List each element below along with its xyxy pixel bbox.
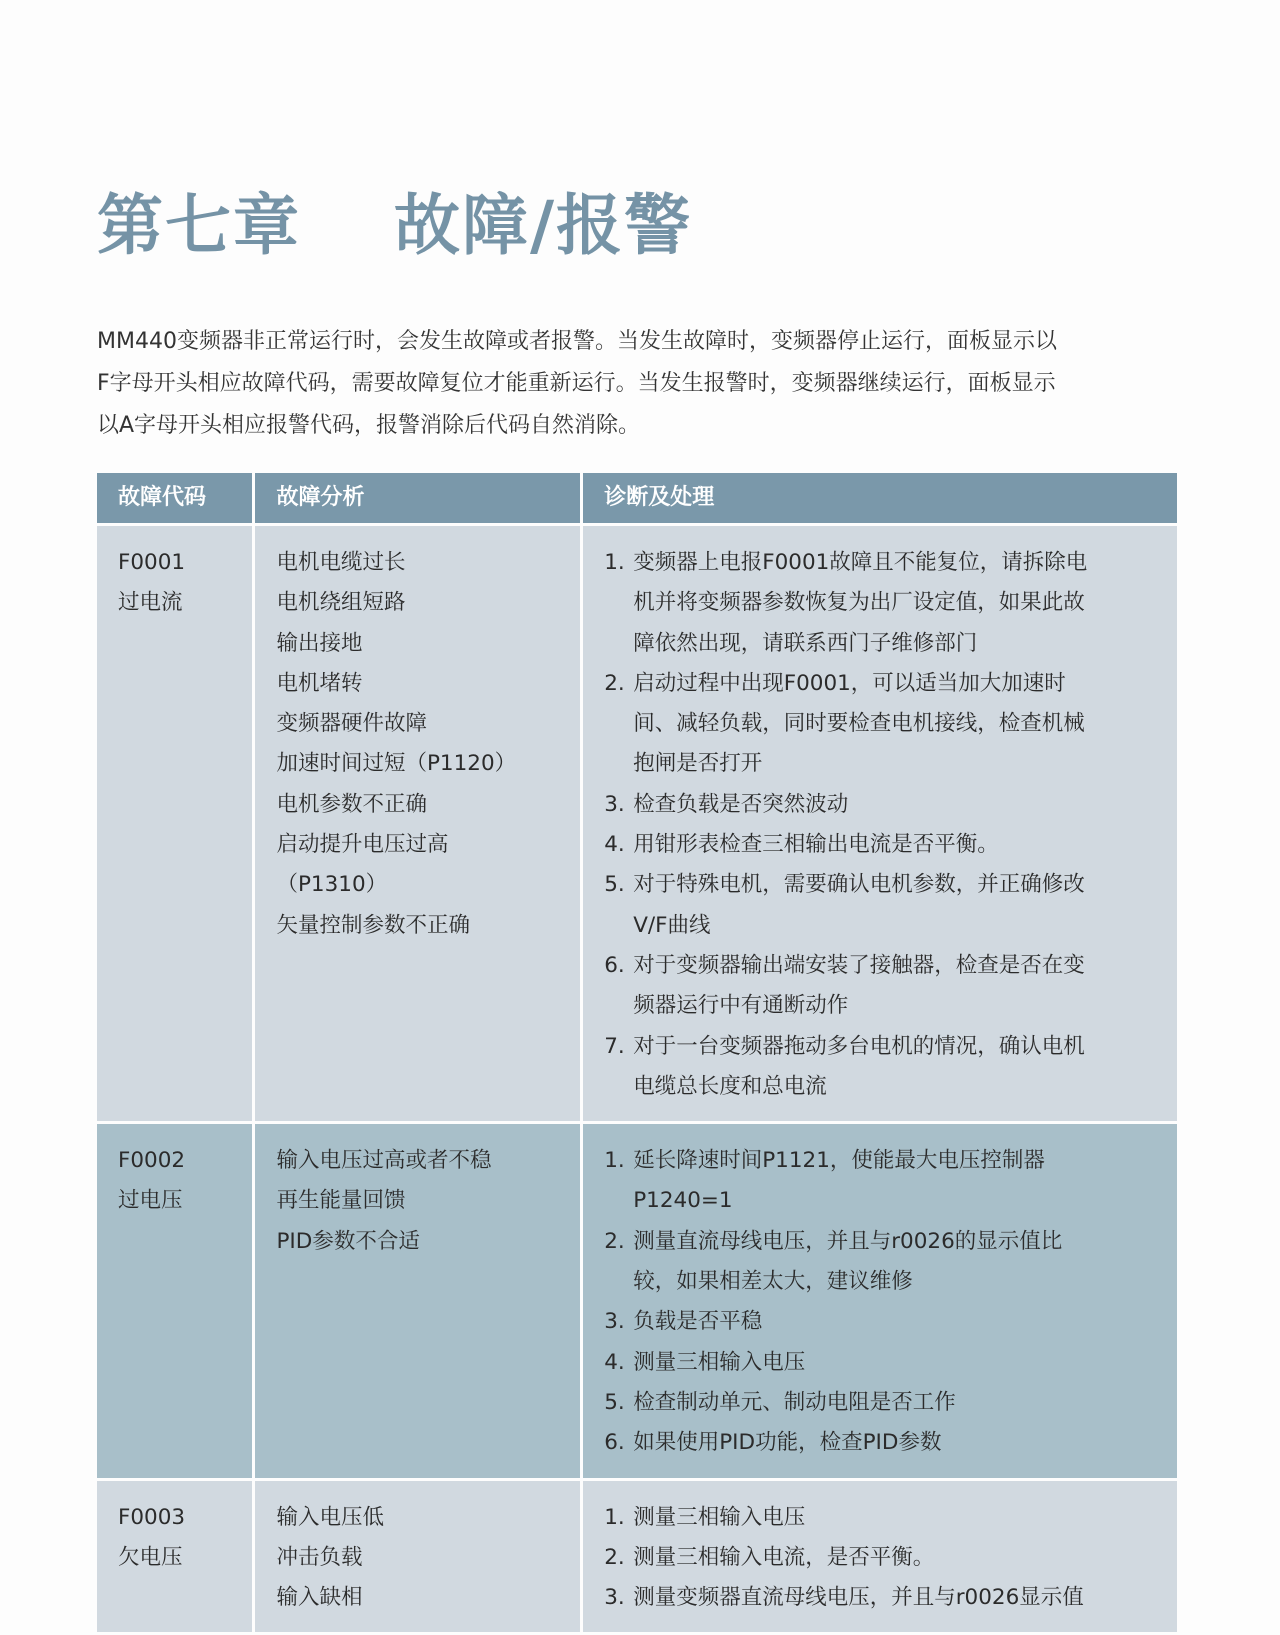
diagnosis-cell bbox=[583, 526, 1177, 1124]
diagnosis-item bbox=[604, 1423, 1157, 1463]
diagnosis-line: 测量直流母线电压，并且与r0026的显示值比 bbox=[633, 1228, 1063, 1254]
analysis-item: PID参数不合适 bbox=[276, 1228, 420, 1254]
diagnosis-line: 启动过程中出现F0001，可以适当加大加速时 bbox=[633, 670, 1066, 696]
diagnosis-line: 测量变频器直流母线电压，并且与r0026显示值 bbox=[633, 1585, 1084, 1611]
table-row bbox=[97, 526, 1177, 1124]
fault-code-cell bbox=[97, 526, 255, 1124]
diagnosis-item bbox=[604, 1302, 1157, 1342]
table-row bbox=[97, 1481, 1177, 1635]
diagnosis-line: 抱闸是否打开 bbox=[633, 751, 763, 777]
diagnosis-line: 障依然出现，请联系西门子维修部门 bbox=[633, 630, 978, 656]
analysis-item: 电机绕组短路 bbox=[276, 590, 406, 616]
diagnosis-number: 5. bbox=[604, 872, 625, 898]
diagnosis-item bbox=[604, 1578, 1157, 1618]
diagnosis-number: 1. bbox=[604, 550, 625, 575]
analysis-item: 电机电缆过长 bbox=[276, 550, 406, 575]
diagnosis-item bbox=[604, 543, 1157, 664]
diagnosis-item bbox=[604, 1027, 1157, 1108]
diagnosis-item bbox=[604, 865, 1157, 946]
diagnosis-item bbox=[604, 664, 1157, 785]
diagnosis-item bbox=[604, 1383, 1157, 1423]
fault-name: 欠电压 bbox=[118, 1544, 183, 1570]
diagnosis-line: 电缆总长度和总电流 bbox=[633, 1073, 827, 1099]
diagnosis-cell bbox=[583, 1124, 1177, 1480]
analysis-item: 加速时间过短（P1120） bbox=[276, 751, 517, 777]
diagnosis-line: 对于一台变频器拖动多台电机的情况，确认电机 bbox=[633, 1033, 1085, 1059]
diagnosis-number: 4. bbox=[604, 832, 625, 858]
diagnosis-item bbox=[604, 1538, 1157, 1578]
diagnosis-line: 负载是否平稳 bbox=[633, 1309, 763, 1335]
diagnosis-line: P1240=1 bbox=[633, 1188, 733, 1214]
diagnosis-number: 7. bbox=[604, 1033, 625, 1059]
diagnosis-number: 6. bbox=[604, 952, 625, 978]
intro-line: 以A字母开头相应报警代码，报警消除后代码自然消除。 bbox=[97, 413, 641, 438]
diagnosis-line: 较，如果相差太大，建议维修 bbox=[633, 1269, 913, 1295]
diagnosis-line: 检查负载是否突然波动 bbox=[633, 791, 849, 817]
fault-analysis-cell bbox=[255, 1481, 583, 1635]
analysis-item: 再生能量回馈 bbox=[276, 1188, 406, 1214]
chapter-title: 第七章 故障/报警 bbox=[97, 187, 693, 264]
diagnosis-number: 5. bbox=[604, 1389, 625, 1415]
table-header-row bbox=[97, 473, 1177, 526]
diagnosis-number: 1. bbox=[604, 1148, 625, 1174]
analysis-item: 电机参数不正确 bbox=[276, 791, 427, 817]
diagnosis-line: 检查制动单元、制动电阻是否工作 bbox=[633, 1389, 956, 1415]
analysis-item: 变频器硬件故障 bbox=[276, 711, 427, 737]
fault-code: F0001 bbox=[118, 550, 186, 575]
analysis-item: 输出接地 bbox=[276, 630, 363, 656]
diagnosis-item bbox=[604, 946, 1157, 1027]
analysis-item: 矢量控制参数不正确 bbox=[276, 912, 470, 938]
diagnosis-line: 变频器上电报F0001故障且不能复位，请拆除电 bbox=[633, 550, 1088, 575]
diagnosis-cell bbox=[583, 1481, 1177, 1635]
diagnosis-number: 2. bbox=[604, 670, 625, 696]
diagnosis-item bbox=[604, 785, 1157, 825]
intro-line: MM440变频器非正常运行时，会发生故障或者报警。当发生故障时，变频器停止运行，面板显示以 bbox=[97, 329, 1057, 354]
diagnosis-line: 如果使用PID功能，检查PID参数 bbox=[633, 1430, 942, 1456]
diagnosis-number: 3. bbox=[604, 791, 625, 817]
intro-line: F字母开头相应故障代码，需要故障复位才能重新运行。当发生报警时，变频器继续运行，面板显示 bbox=[97, 371, 1056, 396]
analysis-item: 输入电压低 bbox=[276, 1504, 384, 1530]
diagnosis-item bbox=[604, 825, 1157, 865]
fault-table bbox=[97, 473, 1177, 1635]
diagnosis-line: 机并将变频器参数恢复为出厂设定值，如果此故 bbox=[633, 590, 1085, 616]
diagnosis-number: 2. bbox=[604, 1228, 625, 1254]
header-diagnosis: 诊断及处理 bbox=[583, 473, 1177, 526]
fault-code: F0002 bbox=[118, 1148, 186, 1174]
diagnosis-line: 测量三相输入电压 bbox=[633, 1504, 806, 1530]
analysis-item: 启动提升电压过高 bbox=[276, 832, 449, 858]
diagnosis-number: 1. bbox=[604, 1504, 625, 1530]
diagnosis-item bbox=[604, 1141, 1157, 1222]
diagnosis-line: 测量三相输入电流，是否平衡。 bbox=[633, 1544, 935, 1570]
diagnosis-number: 6. bbox=[604, 1430, 625, 1456]
diagnosis-line: 间、减轻负载，同时要检查电机接线，检查机械 bbox=[633, 711, 1085, 737]
diagnosis-number: 2. bbox=[604, 1544, 625, 1570]
diagnosis-number: 4. bbox=[604, 1349, 625, 1375]
fault-code-cell bbox=[97, 1124, 255, 1480]
diagnosis-line: V/F曲线 bbox=[633, 912, 711, 938]
intro-paragraph bbox=[97, 321, 1179, 447]
diagnosis-item bbox=[604, 1343, 1157, 1383]
fault-name: 过电压 bbox=[118, 1188, 183, 1214]
diagnosis-line: 用钳形表检查三相输出电流是否平衡。 bbox=[633, 832, 999, 858]
diagnosis-line: 对于变频器输出端安装了接触器，检查是否在变 bbox=[633, 952, 1085, 978]
fault-analysis-cell bbox=[255, 1124, 583, 1480]
diagnosis-line: 频器运行中有通断动作 bbox=[633, 993, 849, 1019]
diagnosis-number: 3. bbox=[604, 1585, 625, 1611]
analysis-item: 输入缺相 bbox=[276, 1585, 363, 1611]
analysis-item: 冲击负载 bbox=[276, 1544, 363, 1570]
diagnosis-line: 延长降速时间P1121，使能最大电压控制器 bbox=[633, 1148, 1045, 1174]
analysis-item: （P1310） bbox=[276, 872, 388, 898]
fault-code-cell bbox=[97, 1481, 255, 1635]
diagnosis-line: 测量三相输入电压 bbox=[633, 1349, 806, 1375]
diagnosis-item bbox=[604, 1222, 1157, 1303]
fault-analysis-cell bbox=[255, 526, 583, 1124]
analysis-item: 电机堵转 bbox=[276, 670, 363, 696]
fault-name: 过电流 bbox=[118, 590, 183, 616]
diagnosis-item bbox=[604, 1498, 1157, 1538]
header-fault-code: 故障代码 bbox=[97, 473, 255, 526]
fault-code: F0003 bbox=[118, 1504, 186, 1530]
header-fault-analysis: 故障分析 bbox=[255, 473, 583, 526]
table-row bbox=[97, 1124, 1177, 1480]
analysis-item: 输入电压过高或者不稳 bbox=[276, 1148, 492, 1174]
diagnosis-line: 对于特殊电机，需要确认电机参数，并正确修改 bbox=[633, 872, 1085, 898]
diagnosis-number: 3. bbox=[604, 1309, 625, 1335]
